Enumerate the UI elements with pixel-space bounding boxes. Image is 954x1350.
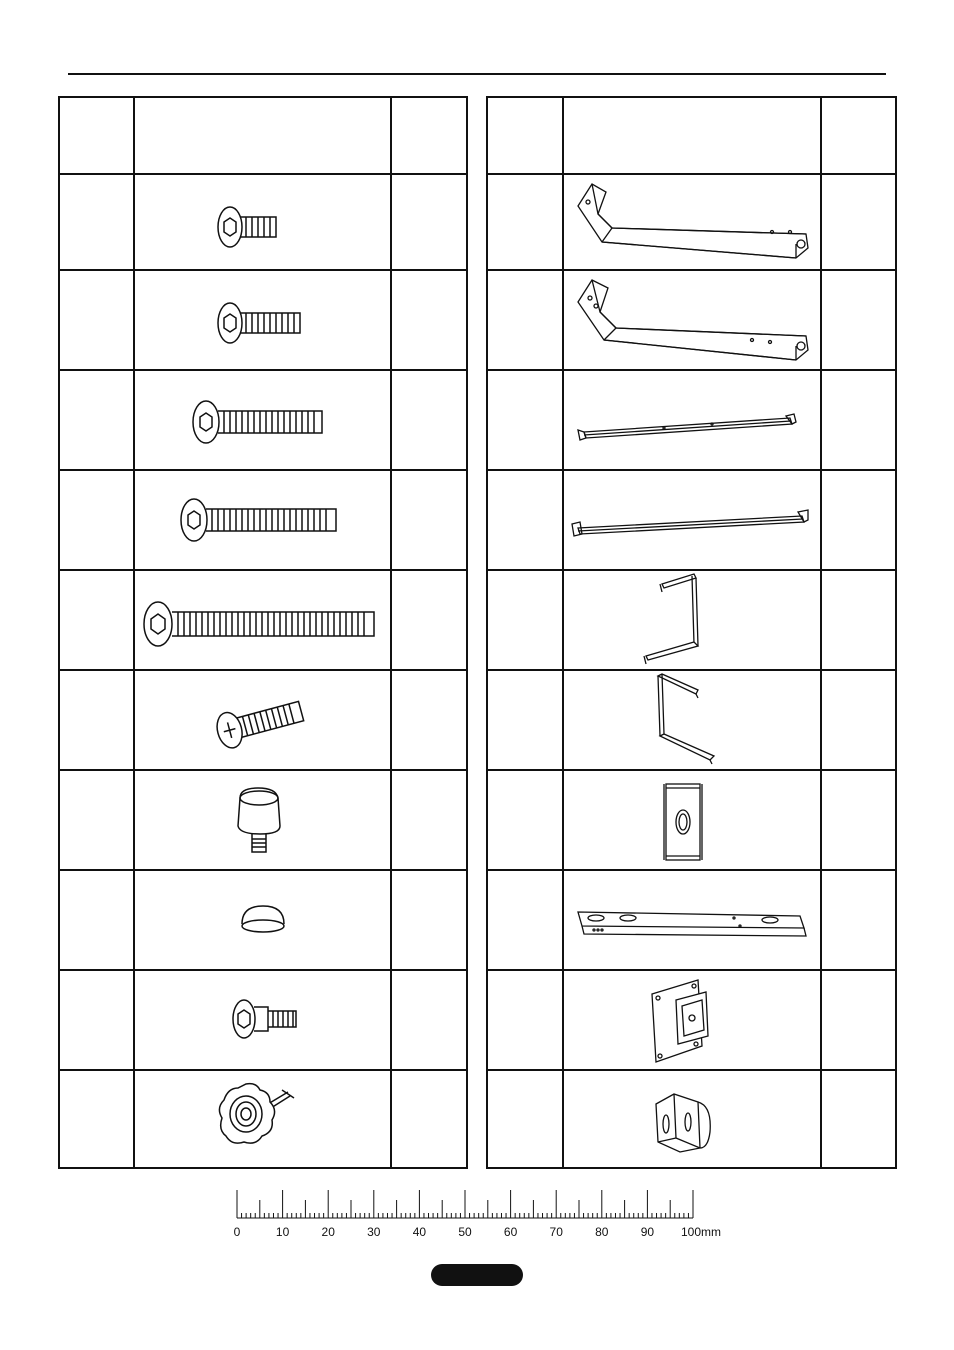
hex-screw-medium-drawing (210, 298, 310, 348)
ruler-label: 40 (412, 1225, 427, 1239)
u-frame-b-drawing (652, 670, 724, 768)
bent-bar-a-drawing (572, 180, 816, 262)
millimeter-ruler (228, 1184, 748, 1244)
ruler-label: 90 (640, 1225, 655, 1239)
slot-plate-drawing (660, 778, 706, 866)
bent-bar-b-drawing (572, 278, 816, 364)
ruler-label: 0 (233, 1225, 241, 1239)
ruler-label: 80 (595, 1225, 609, 1239)
ruler-label: 70 (549, 1225, 563, 1239)
ruler-label: 60 (503, 1225, 518, 1239)
header-rule (68, 73, 886, 75)
phillips-screw-drawing (208, 692, 312, 748)
u-frame-a-drawing (636, 570, 706, 668)
shoulder-bolt-drawing (226, 994, 302, 1044)
hex-screw-long-drawing (186, 396, 331, 448)
rubber-foot-drawing (232, 784, 292, 858)
star-knob-drawing (216, 1078, 296, 1154)
mount-bracket-drawing (646, 976, 716, 1066)
l-bracket-drawing (652, 1088, 716, 1156)
flat-rail-long-drawing (566, 506, 816, 542)
ruler-label: 100mm (681, 1225, 722, 1239)
flat-rail-short-drawing (574, 408, 804, 444)
cross-beam-drawing (574, 904, 810, 942)
page-number-badge (431, 1264, 523, 1286)
hex-screw-short-drawing (210, 202, 290, 252)
hex-screw-longer-drawing (174, 494, 344, 546)
ruler-label: 30 (367, 1225, 381, 1239)
ruler-label: 10 (275, 1225, 290, 1239)
hex-screw-longest-drawing (138, 596, 380, 652)
dome-cap-drawing (236, 902, 290, 938)
ruler-label: 20 (321, 1225, 335, 1239)
ruler-label: 50 (458, 1225, 472, 1239)
